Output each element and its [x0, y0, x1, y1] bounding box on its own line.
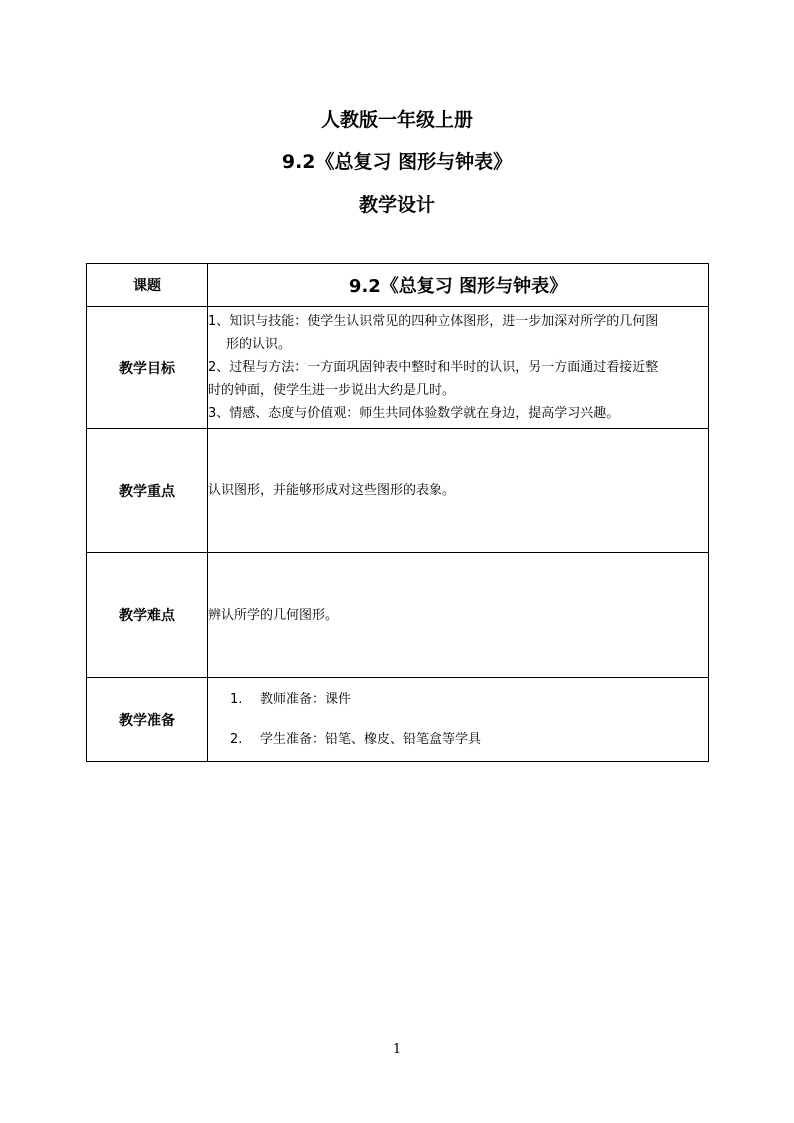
doc-title-type: 教学设计 [358, 194, 435, 216]
label-difficulties: 教学难点 [87, 553, 208, 678]
row-key-points [87, 429, 709, 553]
row-difficulties [87, 553, 709, 678]
lesson-plan-table [86, 263, 709, 762]
objective-item: 1、知识与技能：使学生认识常见的四种立体图形，进一步加深对所学的几何图 形的认识。 [208, 314, 659, 352]
doc-title-edition: 人教版一年级上册 [320, 109, 473, 131]
label-key-points: 教学重点 [87, 429, 208, 553]
row-preparation [87, 678, 709, 762]
row-objectives [87, 307, 709, 429]
value-preparation [208, 678, 709, 762]
value-objectives [208, 307, 709, 429]
value-difficulties: 辨认所学的几何图形。 [208, 553, 709, 678]
doc-title-lesson: 9.2《总复习 图形与钟表》 [281, 151, 513, 173]
value-topic: 9.2《总复习 图形与钟表》 [208, 264, 709, 307]
prep-item: 2. 学生准备：铅笔、橡皮、铅笔盒等学具 [230, 731, 482, 747]
row-topic [87, 264, 709, 307]
page-number: 1 [392, 1042, 402, 1057]
prep-item: 1. 教师准备：课件 [230, 691, 352, 707]
label-objectives: 教学目标 [87, 307, 208, 429]
label-preparation: 教学准备 [87, 678, 208, 762]
objective-item: 3、情感、态度与价值观：师生共同体验数学就在身边，提高学习兴趣。 [208, 406, 620, 421]
value-key-points: 认识图形，并能够形成对这些图形的表象。 [208, 429, 709, 553]
label-topic: 课题 [87, 264, 208, 307]
objective-item: 2、过程与方法：一方面巩固钟表中整时和半时的认识，另一方面通过看接近整 时的钟面，使学生进一步说出大约是几时。 [208, 360, 659, 398]
